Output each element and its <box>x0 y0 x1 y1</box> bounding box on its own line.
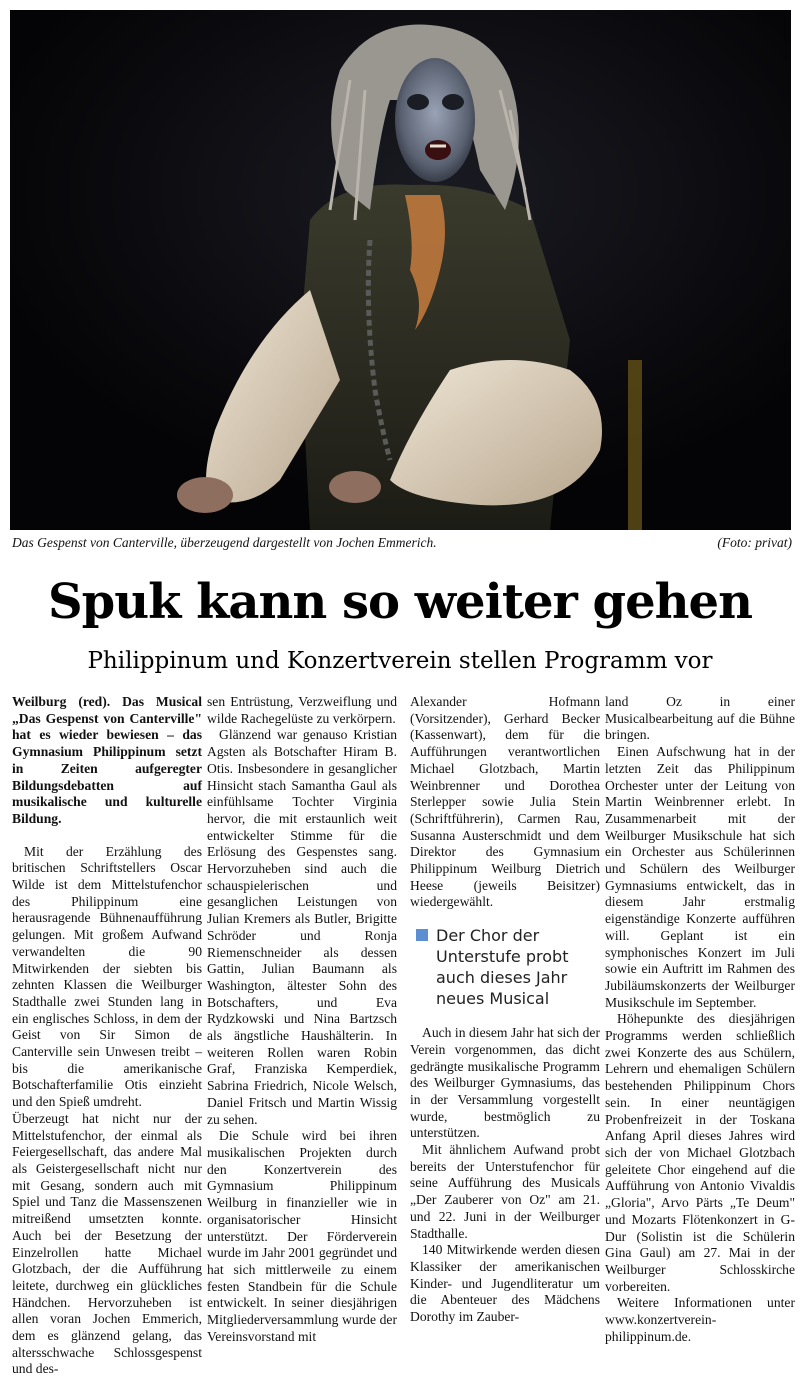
photo-caption-text: Das Gespenst von Canterville, überzeugend dargestellt von Jochen Emmerich. <box>12 535 437 550</box>
square-bullet-icon <box>416 929 428 941</box>
paragraph: Alexander Hofmann (Vorsitzender), Gerhard Becker (Kassenwart), dem für die Aufführungen verantwortlichen Michael Glotzbach, Martin Weinbrenner und Dorothea Sterlepper sowie Julia Stein (Schriftführerin), Carmen Rau, Susanna Austerschmidt und dem Direktor des Gymnasium Philippinum Weilburg Dietrich Heese (jeweils Beisitzer) wiedergewählt. <box>410 694 600 910</box>
paragraph: Mit der Erzählung des britischen Schriftstellers Oscar Wilde ist dem Mittelstufenchor des Philippinum eine herausragende Bühnenaufführung gelungen. Mit großem Aufwand verwandelten die 90 Mitwirkenden der siebten bis zehnten Klassen die Weilburger Stadthalle zwei Stunden lang in ein englisches Schloss, in dem der Geist von Sir Simon de Canterville sein Unwesen treibt – bis die amerikanische Botschafterfamilie Otis einzieht und den Spieß umdreht. <box>12 843 202 1110</box>
paragraph: Mit ähnlichem Aufwand probt bereits der Unterstufenchor für seine Aufführung des Musicals „Der Zauberer von Oz" am 21. und 22. Juni in der Weilburger Stadthalle. <box>410 1142 600 1241</box>
ghost-actor-illustration <box>10 10 791 530</box>
article-headline: Spuk kann so weiter gehen <box>48 574 752 630</box>
paragraph: Auch in diesem Jahr hat sich der Verein vorgenommen, das dicht gedrängte musikalische Programm des Weilburger Gymnasiums, das in der Versammlung vorgestellt wurde, bestmöglich zu unterstützen. <box>410 1025 600 1141</box>
pull-quote <box>410 925 600 1009</box>
article-column-3 <box>410 694 600 1326</box>
paragraph: Überzeugt hat nicht nur der Mittelstufenchor, der einmal als Feiergesellschaft, das andere Mal als Geistergesellschaft nicht nur mit Gesang, sondern auch mit Spiel und Tanz die Massenszenen mitreißend umsetzten konnte. Auch bei der Besetzung der Einzelrollen hatte Michael Glotzbach, der die Aufführung leitete, durchweg ein glückliches Händchen. Hervorzuheben ist allen voran Jochen Emmerich, dem es glänzend gelang, das altersschwache Schlossgespenst und des- <box>12 1110 202 1377</box>
paragraph: Weitere Informationen unter www.konzertverein-philippinum.de. <box>605 1295 795 1344</box>
article-column-4 <box>605 694 795 1345</box>
paragraph: Einen Aufschwung hat in der letzten Zeit das Philippinum Orchester unter der Leitung von Martin Weinbrenner erlebt. In Zusammenarbeit mit der Weilburger Musikschule hat sich ein Orchester aus Schülerinnen und Schülern des Weilburger Gymnasiums entwickelt, das in diesem Jahr erstmalig eigenständige Konzerte aufführen will. Geplant ist ein symphonisches Konzert im Juli sowie ein Auftritt im Rahmen des Jubiläumskonzerts der Weilburger Musikschule im September. <box>605 744 795 1010</box>
photo-credit: (Foto: privat) <box>717 535 792 550</box>
paragraph: Glänzend war genauso Kristian Agsten als Botschafter Hiram B. Otis. Insbesondere in gesanglicher Hinsicht stach Samantha Gaul als einfühlsame Tochter Virginia hervor, die mit erstaunlich weit entwickelter Stimme für die Erlösung des Gespenstes sang. Hervorzuheben sind auch die schauspielerischen und gesanglichen Leistungen von Julian Kremers als Butler, Brigitte Schröder und Ronja Riemenschneider als dessen Gattin, Julian Baumann als Washington, ältester Sohn des Botschafters, und Eva Rydzkowski und Nina Bartzsch als ängstliche Haushälterin. In weiteren Rollen waren Robin Graf, Franziska Kemperdiek, Sabrina Friedrich, Nicole Welsch, Daniel Fritsch und Martin Wissig zu sehen. <box>207 727 397 1127</box>
article-photo <box>10 10 791 530</box>
paragraph: Die Schule wird bei ihren musikalischen Projekten durch den Konzertverein des Gymnasium Philippinum Weilburg in finanzieller wie in organisatorischer Hinsicht unterstützt. Der Förderverein wurde im Jahr 2001 gegründet und hat sich mittlerweile zu einem festen Standbein für die Schule entwickelt. In seiner diesjährigen Mitgliederversammlung wurde der Vereinsvorstand mit <box>207 1128 397 1344</box>
article-column-2 <box>207 694 397 1345</box>
paragraph: land Oz in einer Musicalbearbeitung auf die Bühne bringen. <box>605 694 795 743</box>
paragraph: sen Entrüstung, Verzweiflung und wilde Rachegelüste zu verkörpern. <box>207 694 397 726</box>
pull-quote-text: Der Chor der Unterstufe probt auch dieses Jahr neues Musical <box>436 926 569 1009</box>
article-subheadline: Philippinum und Konzertverein stellen Programm vor <box>87 648 713 674</box>
paragraph: 140 Mitwirkende werden diesen Klassiker der amerikanischen Kinder- und Jugendliteratur um die Abenteuer des Mädchens Dorothy im Zauber- <box>410 1242 600 1325</box>
paragraph: Höhepunkte des diesjährigen Programms werden schließlich zwei Konzerte des aus Schülern, Lehrern und ehemaligen Schülern bestehenden Philippinum Chors sein. In einer neuntägigen Probenfreizeit in der Toskana Anfang April dieses Jahres wird sich der von Michael Glotzbach geleitete Chor eingehend auf die Aufführung von Antonio Vivaldis „Gloria", Arvo Pärts „Te Deum" und Mozarts Flötenkonzert in G-Dur (Solistin ist die Schülerin Gina Gaul) am 27. Mai in der Weilburger Schlosskirche vorbereiten. <box>605 1011 795 1294</box>
photo-caption <box>12 534 792 552</box>
article-lead: Weilburg (red). Das Musical „Das Gespenst von Canterville" hat es wieder bewiesen – das Gymnasium Philippinum setzt in Zeiten aufgeregter Bildungsdebatten auf musikalische und kulturelle Bildung. <box>12 694 202 826</box>
article-column-1 <box>12 694 202 1378</box>
